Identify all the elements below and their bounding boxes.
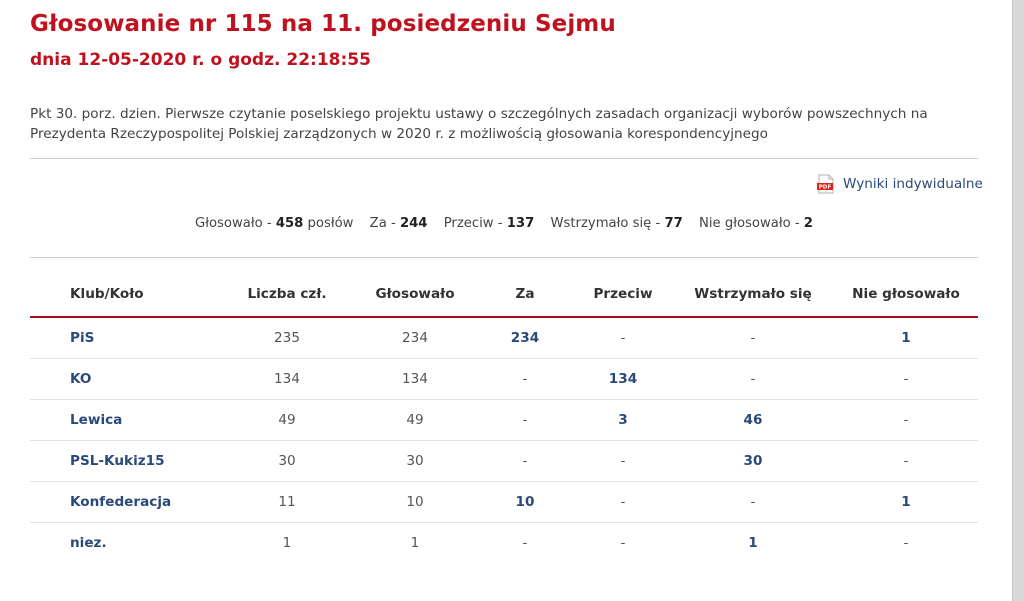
header-members[interactable]: Liczba czł. <box>220 272 354 317</box>
members-cell: 1 <box>282 535 292 551</box>
members-cell: 30 <box>220 441 354 482</box>
header-not-voted[interactable]: Nie głosowało <box>834 272 978 317</box>
table-row <box>30 400 978 441</box>
pdf-icon <box>816 174 836 194</box>
club-link[interactable]: PiS <box>70 330 95 346</box>
svg-text:PDF: PDF <box>818 184 832 191</box>
not-voted-cell: - <box>834 400 978 441</box>
club-link[interactable]: PSL-Kukiz15 <box>70 453 165 469</box>
members-cell: 11 <box>220 482 354 523</box>
abstain-cell[interactable]: 46 <box>672 400 834 441</box>
page-title: Głosowanie nr 115 na 11. posiedzeniu Sejmu <box>30 11 616 37</box>
divider-top <box>30 158 978 159</box>
against-cell: - <box>574 317 672 359</box>
voted-cell: 134 <box>354 359 476 400</box>
summary-against: Przeciw - 137 <box>443 216 535 231</box>
voted-cell: 30 <box>354 441 476 482</box>
table-header-row <box>30 272 978 317</box>
vote-datetime: dnia 12-05-2020 r. o godz. 22:18:55 <box>30 50 371 70</box>
table-row <box>30 441 978 482</box>
header-abstain[interactable]: Wstrzymało się <box>672 272 834 317</box>
against-cell[interactable]: 134 <box>574 359 672 400</box>
abstain-cell[interactable]: 30 <box>672 441 834 482</box>
club-link[interactable]: Konfederacja <box>70 494 172 510</box>
club-link[interactable]: niez. <box>70 535 107 551</box>
against-cell[interactable]: 3 <box>574 400 672 441</box>
window-edge <box>1012 0 1024 601</box>
header-club[interactable]: Klub/Koło <box>30 272 220 317</box>
members-cell: 235 <box>220 317 354 359</box>
not-voted-cell: - <box>834 441 978 482</box>
not-voted-cell: - <box>903 535 909 551</box>
summary-for: Za - 244 <box>369 216 428 231</box>
vote-summary <box>0 216 1008 231</box>
header-against[interactable]: Przeciw <box>574 272 672 317</box>
summary-not-voted: Nie głosowało - 2 <box>699 216 813 231</box>
table-row <box>30 359 978 400</box>
for-cell: - <box>476 359 574 400</box>
voted-cell: 49 <box>354 400 476 441</box>
club-link[interactable]: Lewica <box>70 412 123 428</box>
abstain-cell: - <box>672 482 834 523</box>
header-for[interactable]: Za <box>476 272 574 317</box>
not-voted-cell[interactable]: 1 <box>834 482 978 523</box>
members-cell: 49 <box>220 400 354 441</box>
not-voted-cell[interactable]: 1 <box>834 317 978 359</box>
against-cell: - <box>574 441 672 482</box>
for-cell[interactable]: 10 <box>476 482 574 523</box>
table-row <box>30 523 978 564</box>
abstain-cell: - <box>672 317 834 359</box>
against-cell: - <box>574 482 672 523</box>
members-cell: 134 <box>220 359 354 400</box>
voted-cell: 234 <box>354 317 476 359</box>
table-row <box>30 482 978 523</box>
club-link[interactable]: KO <box>70 371 92 387</box>
header-voted[interactable]: Głosowało <box>354 272 476 317</box>
agenda-description: Pkt 30. porz. dzien. Pierwsze czytanie poselskiego projektu ustawy o szczególnych zasadach organizacji wyborów powszechnych na Prezydenta Rzeczypospolitej Polskiej zarządzonych w 2020 r. z możliwością głosowania korespondencyjnego <box>30 106 928 142</box>
individual-results-link[interactable] <box>816 174 983 194</box>
against-cell: - <box>620 535 626 551</box>
for-cell: - <box>522 535 528 551</box>
voted-cell: 10 <box>354 482 476 523</box>
abstain-cell: - <box>672 359 834 400</box>
abstain-cell[interactable]: 1 <box>748 535 758 551</box>
not-voted-cell: - <box>834 359 978 400</box>
summary-voted: Głosowało - 458 posłów <box>195 216 354 231</box>
for-cell: - <box>476 441 574 482</box>
individual-results-label: Wyniki indywidualne <box>843 176 983 192</box>
summary-abstain: Wstrzymało się - 77 <box>550 216 683 231</box>
table-row <box>30 317 978 359</box>
divider-middle <box>30 257 978 258</box>
voted-cell: 1 <box>410 535 420 551</box>
for-cell: - <box>476 400 574 441</box>
results-table <box>30 272 978 563</box>
for-cell[interactable]: 234 <box>476 317 574 359</box>
